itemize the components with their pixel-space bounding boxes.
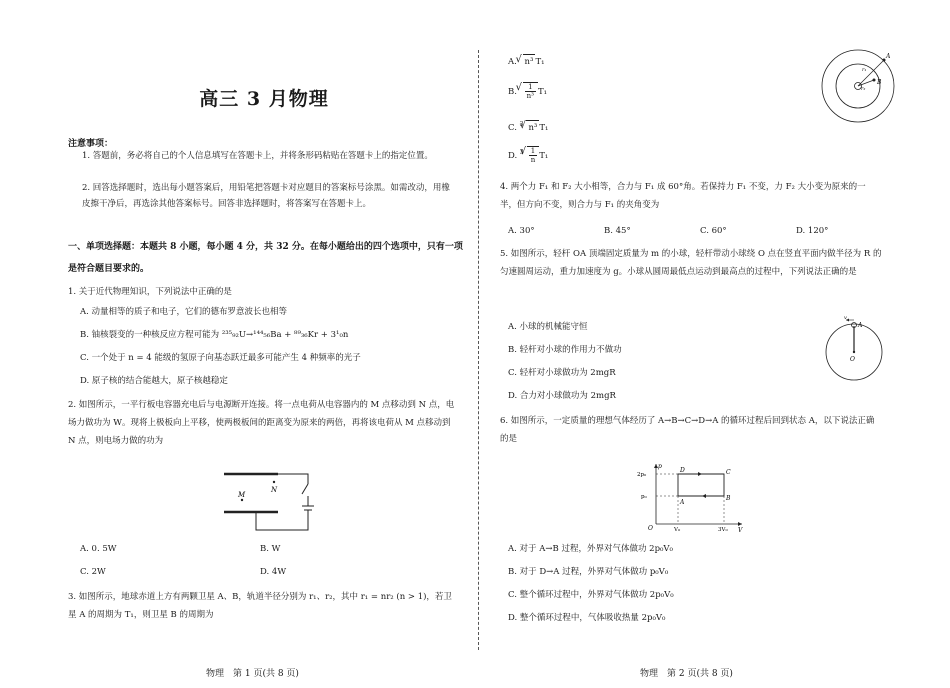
point-a-label: A [858,322,863,329]
axis-v-label: V [738,527,743,532]
orbit-diagram [820,46,898,124]
question-3-option-d: D. $^3$ √ $\frac{1}{n}$ T₁ [508,146,548,164]
question-4-option-c: C. 60° [700,226,727,236]
question-3-option-b: B. √ $\frac{1}{\text{n³}}$ T₁ [508,82,547,100]
satellite-b-label: B [877,79,882,86]
question-1-option-d: D. 原子核的结合能越大，原子核越稳定 [80,376,228,386]
question-1-option-c: C. 一个处于 n = 4 能级的氢原子向基态跃迁最多可能产生 4 种频率的光子 [80,353,361,363]
satellite-a-label: A [886,53,891,60]
radius-r1-label: r₁ [862,67,867,73]
radius-r2-label: r₂ [861,86,866,92]
y-tick-2p0: 2p₀ [637,472,647,478]
origin-label: O [648,525,653,532]
point-m-label: M [238,491,246,499]
velocity-label: v [844,316,847,321]
question-2-option-a: A. 0. 5W [80,544,117,554]
question-2-option-b: B. W [260,544,281,554]
capacitor-diagram [216,462,326,534]
question-4-stem: 4. 两个力 F₁ 和 F₂ 大小相等，合力与 F₁ 成 60°角。若保持力 F₁ 不变，力 F₂ 大小变为原来的一半，但方向不变，则合力与 F₁ 的夹角变为 [500,182,866,210]
question-2-option-d: D. 4W [260,567,287,577]
question-6-option-c: C. 整个循环过程中，外界对气体做功 2p₀V₀ [508,590,674,600]
question-4-option-d: D. 120° [796,226,829,236]
question-6-stem: 6. 如图所示，一定质量的理想气体经历了 A→B→C→D→A 的循环过程后回到状态 A，以下说法正确的是 [500,416,875,444]
page-divider [478,50,479,650]
page-2 [500,0,891,688]
page-1-footer: 物理 第 1 页(共 8 页) [206,669,299,679]
question-6-option-b: B. 对于 D→A 过程，外界对气体做功 p₀V₀ [508,567,669,577]
section-heading: 一、单项选择题：本题共 8 小题，每小题 4 分，共 32 分。在每小题给出的四个选项中，只有一项是符合题目要求的。 [68,242,463,274]
point-a-label: A [680,499,685,506]
question-1-stem: 1. 关于近代物理知识，下列说法中正确的是 [68,287,232,297]
center-o-label: O [850,356,855,363]
question-3-option-a: A. √ n³ T₁ [508,54,545,69]
notice-item-1: 1. 答题前，务必将自己的个人信息填写在答题卡上，并将条形码粘贴在答题卡上的指定位置。 [82,151,433,161]
pv-graph [634,462,746,532]
question-4-option-a: A. 30° [508,226,535,236]
question-1-option-a: A. 动量相等的质子和电子，它们的德布罗意波长也相等 [80,307,288,317]
point-b-label: B [726,495,731,502]
notice-item-2: 2. 回答选择题时，选出每小题答案后，用铅笔把答题卡对应题目的答案标号涂黑。如需改动，用橡皮擦干净后，再选涂其他答案标号。回答非选择题时，将答案写在答题卡上。 [82,183,450,209]
question-6-option-a: A. 对于 A→B 过程，外界对气体做功 2p₀V₀ [508,544,673,554]
question-2-stem: 2. 如图所示，一平行板电容器充电后与电源断开连接。将一点电荷从电容器内的 M 点移动到 N 点，电场力做功为 W。现将上极板向上平移，使两极板间的距离变为原来的两倍，再将该电荷从 M 点移动到 N 点，则电场力做的功为 [68,400,455,446]
x-tick-v0: V₀ [674,527,681,532]
question-6-option-d: D. 整个循环过程中，气体吸收热量 2p₀V₀ [508,613,666,623]
point-n-label: N [271,486,278,494]
question-5-option-a: A. 小球的机械能守恒 [508,322,588,332]
page-2-footer: 物理 第 2 页(共 8 页) [640,669,733,679]
question-4-option-b: B. 45° [604,226,631,236]
point-d-label: D [680,467,685,474]
question-5-option-d: D. 合力对小球做功为 2mgR [508,391,616,401]
page-title: 高三 3 月物理 [199,88,329,110]
question-1-option-b: B. 铀核裂变的一种核反应方程可能为 ²³⁵₉₂U→¹⁴⁴₅₆Ba + ⁸⁹₃₆Kr + 3¹₀n [80,330,349,340]
question-3-option-c: C. $^3$√ n³ T₁ [508,118,548,135]
point-c-label: C [726,469,731,476]
y-tick-p0: p₀ [641,494,647,500]
rod-circle-diagram [824,316,888,384]
question-5-option-c: C. 轻杆对小球做功为 2mgR [508,368,616,378]
x-tick-3v0: 3V₀ [718,527,728,532]
question-5-option-b: B. 轻杆对小球的作用力不做功 [508,345,622,355]
question-3-stem: 3. 如图所示，地球赤道上方有两颗卫星 A、B，轨道半径分别为 r₁、r₂，其中 r₁ = nr₂ (n > 1)，若卫星 A 的周期为 T₁，则卫星 B 的周期为 [68,592,452,620]
page-1 [68,0,463,688]
axis-p-label: p [658,463,662,470]
question-5-stem: 5. 如图所示，轻杆 OA 顶端固定质量为 m 的小球，轻杆带动小球绕 O 点在竖直平面内做半径为 R 的匀速圆周运动，重力加速度为 g。小球从圆周最低点运动到最高点的过程中，下列说法正确的是 [500,249,882,277]
question-2-option-c: C. 2W [80,567,106,577]
notice-title: 注意事项： [68,139,114,149]
